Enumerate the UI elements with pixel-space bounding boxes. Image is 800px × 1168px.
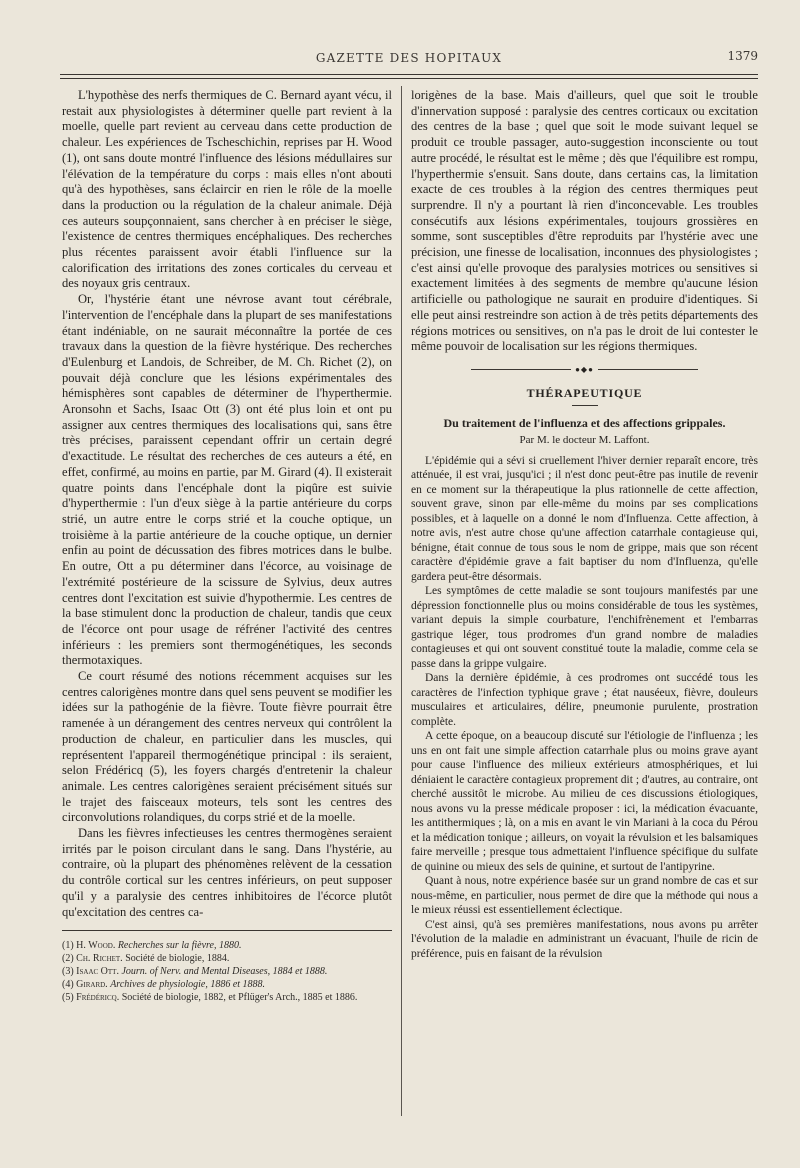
article-title: Du traitement de l'influenza et des affections grippales. bbox=[443, 415, 726, 430]
footnote: (5) Frédéricq. Société de biologie, 1882, et Pflüger's Arch., 1885 et 1886. bbox=[62, 992, 358, 1004]
paragraph: Ce court résumé des notions récemment acquises sur les centres calorigènes montre dans quel sens peuvent se modifier les idées sur la pathogénie de la fièvre. Toute fièvre pourrait être ramenée à un dérangement des centres nerveux qui contrôlent la production de chaleur, en particulier dans les muscles, qui représentent l'appareil thermogénétique principal : ils seraient, selon Frédéricq (5), les foyers chargés d'entretenir la chaleur animale. Les centres calorigènes seraient précisément situés sur le trajet des faisceaux moteurs, tels sont les centres des circonvolutions rolandiques, du corps strié et de la moelle. bbox=[62, 669, 392, 825]
paragraph: Or, l'hystérie étant une névrose avant tout cérébrale, l'intervention de l'encéphale dans la plupart de ses manifestations étant indéniable, on ne saurait méconnaître la portée de ces travaux dans la question de la fièvre hystérique. Des recherches d'Eulenburg et Landois, de Schreiber, de M. Ch. Richet (2), on pouvait déjà conclure que les lésions expérimentales des hémisphères sont capables de déterminer de l'hyperthermie. Aronsohn et Sachs, Isaac Ott (3) ont été plus loin et ont pu assigner aux centres thermiques des localisations qui, sans être très précises, paraissent cependant offrir un certain degré d'exactitude. Le résultat des recherches de ces auteurs a été, en effet, confirmé, au moins en partie, par M. Girard (4). Il existerait quatre points dans l'encéphale dont la piqûre est suivie d'hyperthermie : l'un d'eux siège à la partie antérieure du corps strié, un autre entre le corps strié et la couche optique, un troisième à la partie antérieure de la couche optique, un dernier enfin au point de décussation des fibres motrices dans le bulbe. En outre, Ott a pu déterminer dans l'écorce, au voisinage de l'extrémité postérieure de la scissure de Sylvius, deux autres centres dont l'excitation est suivie d'hypothermie. Les centres de la base stimulent donc la production de chaleur, tandis que ceux de l'écorce ont pour usage de réfréner l'activité des centres inférieurs : les premiers sont thermogénétiques, les seconds thermotaxiques. bbox=[62, 292, 392, 668]
footnote: (2) Ch. Richet. Société de biologie, 1884. bbox=[62, 953, 230, 965]
footnotes bbox=[62, 939, 392, 1004]
page-number: 1379 bbox=[727, 49, 758, 63]
paragraph: Dans la dernière épidémie, à ces prodromes ont succédé tous les caractères de l'infection typhique grave ; état nauséeux, fièvre, douleurs musculaires et articulaires, délire, pneumonie purulente, prostration complète. bbox=[411, 672, 758, 728]
footnote: (1) H. Wood. Recherches sur la fièvre, 1880. bbox=[62, 940, 242, 952]
footnote: (3) Isaac Ott. Journ. of Nerv. and Mental Diseases, 1884 et 1888. bbox=[62, 966, 328, 978]
paragraph-continuation: lorigènes de la base. Mais d'ailleurs, quel que soit le trouble d'innervation supposé : paralysie des centres corticaux ou excitation des centres de la base ; quel que soit le mode suivant lequel se produit ce trouble passager, auto-suggestion inconsciente ou tout autre procédé, le résultat est le même ; dès que l'équilibre est rompu, l'hyperthermie s'ensuit. Sans doute, dans certains cas, la limitation exacte de ces troubles à la région des centres thermiques peut surprendre. Il n'y a pourtant là rien d'inconcevable. Les troubles consécutifs aux lésions expérimentales, toujours grossières en somme, sont susceptibles d'être reproduits par l'hystérie avec une précision, une finesse de localisation, inconnues des physiologistes ; c'est ainsi qu'elle provoque des paralysies motrices ou sensitives si exactement limitées à des segments de membre qu'aucune lésion artificielle ou pathologique ne saurait en produire d'identiques. Si elle peut ainsi restreindre son action à de très petits départements des régions motrices ou sensitives, on n'a pas le droit de lui contester le même pouvoir de localisation sur les régions thermiques. bbox=[411, 88, 758, 354]
paragraph: Les symptômes de cette maladie se sont toujours manifestés par une dépression fonctionnelle plus ou moins considérable de tous les systèmes, variant depuis la simple courbature, l'enchifrènement et l'embarras gastrique léger, tous prodromes d'un grand nombre de maladies contagieuses et qui ont souvent constitué toute la maladie, comme cela se passe dans la grippe vulgaire. bbox=[411, 585, 758, 670]
header-rule-thin bbox=[60, 78, 758, 79]
section-ornament: ●◆● bbox=[411, 365, 758, 374]
article-byline: Par M. le docteur M. Laffont. bbox=[519, 433, 650, 446]
paragraph: Quant à nous, notre expérience basée sur un grand nombre de cas et sur nous-même, en particulier, nous permet de dire que la méthode qui nous a le mieux réussi est essentiellement éclectique. bbox=[411, 875, 758, 917]
footnote-rule bbox=[62, 930, 392, 931]
page-header bbox=[60, 47, 758, 67]
footnote: (4) Girard. Archives de physiologie, 1886 et 1888. bbox=[62, 979, 266, 991]
paragraph: L'hypothèse des nerfs thermiques de C. Bernard ayant vécu, il restait aux physiologistes à déterminer quelle part revient à la moelle, quelle part revient au cerveau dans cette production de chaleur. Les expériences de Tscheschichin, reprises par H. Wood (1), ont sans doute montré l'influence des lésions médullaires sur l'élévation de la température du corps : mais elles n'ont abouti qu'à des hypothèses, sans éclaircir en rien le rôle de la moelle dans la production ou la régulation de la chaleur animale. Déjà ces auteurs soupçonnaient, sans chercher à en préciser le siège, l'existence de centres thermiques encéphaliques. Des recherches plus récentes paraissent avoir établi l'influence sur la calorification des irritations des zones corticales du cerveau et des noyaux gris centraux. bbox=[62, 88, 392, 291]
paragraph: Dans les fièvres infectieuses les centres thermogènes seraient irrités par le poison circulant dans le sang. Dans l'hystérie, au contraire, où la plupart des phénomènes relèvent de la cessation du contrôle cortical sur les centres inférieurs, on peut supposer qu'il y a paralysie des centres inhibitoires de l'écorce plutôt qu'excitation des centres ca- bbox=[62, 826, 392, 919]
paragraph: C'est ainsi, qu'à ses premières manifestations, nous avons pu arrêter l'évolution de la maladie en administrant un évacuant, l'huile de ricin de préférence, puis en faisant de la révulsion bbox=[411, 918, 758, 960]
left-column bbox=[62, 88, 392, 1138]
header-rule-thick bbox=[60, 74, 758, 75]
paragraph: A cette époque, on a beaucoup discuté sur l'étiologie de l'influenza ; les uns en ont fait une simple affection catarrhale plus ou moins grave ayant pour cause l'influence des milieux extérieurs atmosphériques, et lui déniaient le caractère contagieux proprement dit ; d'autres, au contraire, ont cherché aussitôt le microbe. Au milieu de ces discussions étiologiques, nous avons vu la presse médicale proposer : ici, la médication évacuante, les antithermiques ; là, on a mis en avant le vin Mariani à la coca du Pérou et la médication tonique ; ailleurs, on voyait la révulsion et les balsamiques faire merveille ; presque tous admettaient l'influence spécifique du sulfate de quinine ou mieux des sels de quinine, et surtout de l'antipyrine. bbox=[411, 730, 758, 873]
title-rule bbox=[572, 405, 598, 406]
column-divider bbox=[401, 86, 402, 1116]
right-column bbox=[411, 88, 758, 1138]
paragraph: L'épidémie qui a sévi si cruellement l'hiver dernier reparaît encore, très atténuée, il est vrai, jusqu'ici ; il n'est donc peut-être pas inutile de revenir en ce moment sur la thérapeutique la plus rationnelle de cette affection, souvent grave, sinon par elle-même du moins par ses complications possibles, et à laquelle on a donné le nom d'Influenza. Cette affection, à notre avis, n'est autre chose qu'une affection catarrhale contagieuse qui, bénigne, était connue de tous sous le nom de grippe, mais que son récent caractère d'épidémie grave a fait baptiser du nom d'Influenza, qu'elle gardera peut-être désormais. bbox=[411, 454, 758, 583]
section-title: THÉRAPEUTIQUE bbox=[526, 385, 643, 400]
running-title: GAZETTE DES HOPITAUX bbox=[315, 51, 503, 65]
